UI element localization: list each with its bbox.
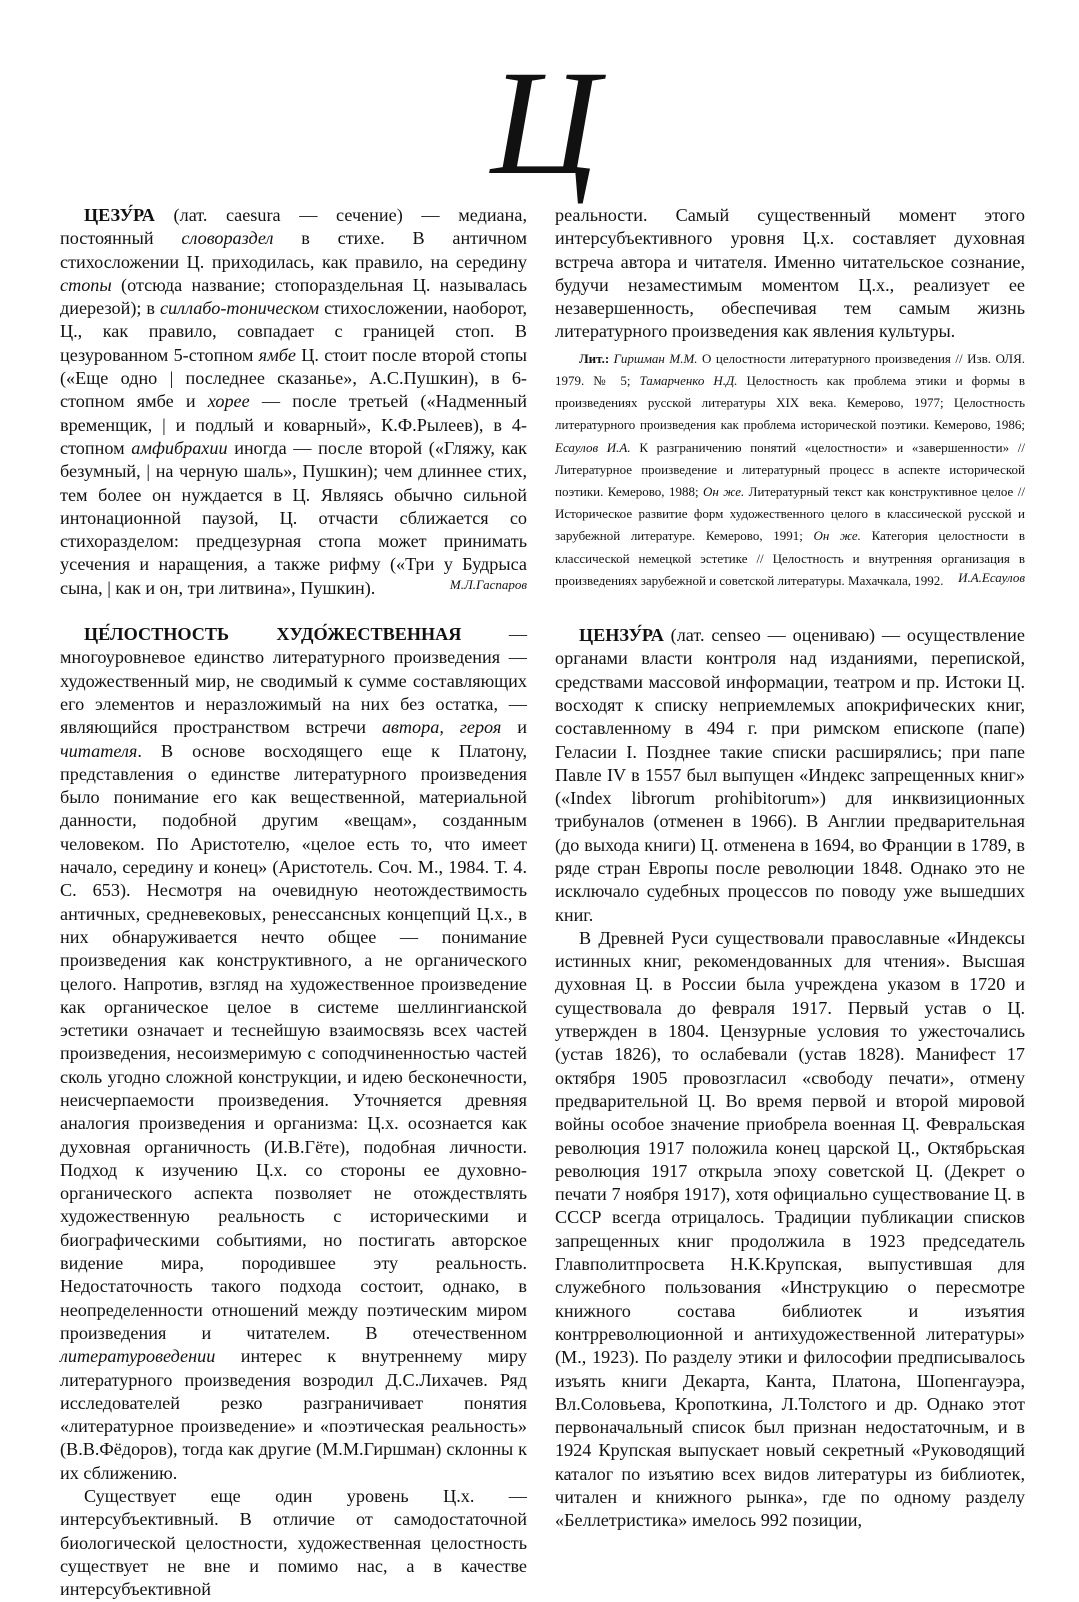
cross-ref: амфибрахии bbox=[131, 437, 228, 458]
cross-ref: силлабо-тоническом bbox=[159, 298, 320, 319]
entry-integrity: ЦЕ́ЛОСТНОСТЬ ХУДО́ЖЕСТВЕННАЯ — многоуровневое единство литературного произведения — художественный мир, не сводимый к сумме составляющих его элементов и неразложимый на них без остатка, — являющийся пространством встречи автора, героя и читателя. В основе восходящего еще к Платону, представления о единстве литературного произведения было понимание его как вещественной, материальной данности, подобной другим «вещам», созданным человеком. По Аристотелю, «целое есть то, что имеет начало, середину и конец» (Аристотель. Соч. М., 1984. Т. 4. С. 653). Несмотря на очевидную неотождествимость античных, средневековых, ренессансных концепций Ц.х., в них обнаруживается нечто общее — понимание произведения как конструктивного, а не органического целого. Напротив, взгляд на художественное произведение как органическое целое в системе шеллингианской эстетики означает и теснейшую взаимосвязь всех частей произведения, несоизмеримую с соподчиненностью частей сколь угодно сложной конструкции, и идею бесконечности, неисчерпаемости произведения. Уточняется древняя аналогия произведения и организма: Ц.х. осознается как духовная органичность (И.В.Гёте), подобная личности. Подход к изучению Ц.х. со стороны ее духовно-органического аспекта позволяет не отождествлять художественную реальность с историческими и биографическими событиями, но постигать авторское видение мира, породившее эту реальность. Недостаточность такого подхода состоит, однако, в неопределенности отношений между поэтическим миром произведения и читателем. В отечественном литературоведении интерес к внутреннему миру литературного произведения возродил Д.С.Лихачев. Ряд исследователей резко разграничивает понятия «литературное произведение» и «поэтическая реальность» (В.В.Фёдоров), тогда как другие (М.М.Гиршман) склонны к их сближению. bbox=[60, 624, 527, 1483]
headword-caesura: ЦЕЗУ́РА bbox=[84, 205, 155, 225]
left-column bbox=[60, 204, 527, 1602]
cross-ref: стопы bbox=[60, 274, 112, 295]
bibliography: Лит.: Гиршман М.М. О целостности литературного произведения // Изв. ОЛЯ. 1979. № 5; Тамарченко Н.Д. Целостность как проблема этики и формы в произведениях русской литературы XIX века. Кемерово, 1977; Целостность литературного произведения как проблема исторической поэтики. Кемерово, 1986; Есаулов И.А. К разграничению понятий «целостности» и «завершенности» // Литературное произведение и литературный процесс в аспекте исторической поэтики. Кемерово, 1988; Он же. Литературный текст как конструктивное целое // Историческое развитие форм художественного целого в классической русской и зарубежной литературе. Кемерово, 1991; Он же. Категория целостности в классической немецкой эстетике // Целостность и внутренняя организация в произведениях зарубежной и советской литературы. Махачкала, 1992. bbox=[555, 350, 1026, 588]
bibliography-label: Лит.: bbox=[579, 350, 610, 366]
cross-ref: автора, героя bbox=[381, 717, 502, 738]
paragraph: Существует еще один уровень Ц.х. — интерсубъективный. В отличие от самодостаточной биологической целостности, художественная целостность существует не вне и помимо нас, а в качестве интерсубъективной bbox=[60, 1486, 527, 1600]
entry-caesura: ЦЕЗУ́РА (лат. caesura — сечение) — медиана, постоянный словораздел в стихе. В античном стихосложении Ц. приходилась, как правило, на середину стопы (отсюда название; стопораздельная Ц. называлась диерезой); в силлабо-тоническом стихосложении, наоборот, Ц., как правило, совпадает с границей стоп. В цезурованном 5-стопном ямбе Ц. стоит после второй стопы («Еще одно | последнее сказанье», А.С.Пушкин), в 6-стопном ямбе и хорее — после третьей («Надменный временщик, | и подлый и коварный», К.Ф.Рылеев), в 4-стопном амфибрахии иногда — после второй («Гляжу, как безумный, | на черную шаль», Пушкин); чем длиннее стих, тем более он нуждается в Ц. Являясь обычно сильной интонационной паузой, Ц. отчасти сближается со стихоразделом: предцезурная стопа может принимать усечения и наращения, а также рифму («Три у Будрыса сына, | как и он, три литвина», Пушкин). bbox=[60, 205, 528, 598]
section-letter: Ц bbox=[490, 40, 600, 206]
headword-censorship: ЦЕНЗУ́РА bbox=[579, 625, 664, 646]
entry-integrity-continued: реальности. Самый существенный момент этого интерсубъективного уровня Ц.х. составляет духовная встреча автора и читателя. Именно читательское сознание, будучи незаместимым моментом Ц.х., реализует ее незавершенность, обеспечивая тем самым жизнь литературного произведения как явления культуры. bbox=[555, 205, 1025, 342]
cross-ref: литературоведении bbox=[60, 1346, 216, 1367]
headword-integrity: ЦЕ́ЛОСТНОСТЬ ХУДО́ЖЕСТВЕННАЯ bbox=[84, 624, 462, 645]
entry-censorship: ЦЕНЗУ́РА (лат. censeo — оцениваю) — осуществление органами власти контроля над изданиями, перепиской, средствами массовой информации, театром и пр. Истоки Ц. восходят к списку неприемлемых апокрифических книг, составленному в 494 г. при римском епископе (папе) Геласии I. Позднее такие списки расширялись; при папе Павле IV в 1557 был выпущен «Индекс запрещенных книг» («Index librorum prohibitorum») для инквизиционных трибуналов (отменен в 1966). В Англии предварительная (до выхода книги) Ц. отменена в 1694, во Франции в 1789, в ряде стран Европы после революции 1848. Однако это не исключало судебных процессов по поводу уже вышедших книг. bbox=[555, 625, 1025, 925]
paragraph: В Древней Руси существовали православные «Индексы истинных книг, рекомендованных для чтения». Высшая духовная Ц. в России была учреждена указом в 1720 и существовала до февраля 1917. Первый устав о Ц. утвержден в 1804. Цензурные условия то ужесточались (устав 1826), то ослабевали (устав 1828). Манифест 17 октября 1905 провозгласил «свободу печати», отмену предварительной Ц. Во время первой и второй мировой войны особое значение приобрела военная Ц. Февральская революция 1917 положила конец царской Ц., Октябрьская революция 1917 открыла эпоху советской Ц. (Декрет о печати 7 ноября 1917), хотя официально существование Ц. в СССР всегда отрицалось. Традиции публикации списков запрещенных книг продолжила в 1923 председатель Главполитпросвета Н.К.Крупская, выпустившая для служебного пользования «Инструкцию о пересмотре книжного состава библиотек и изъятия контрреволюционной и антихудожественной литературы» (М., 1923). По разделу этики и философии предписывалось изъять книги Декарта, Канта, Платона, Шопенгауэра, Вл.Соловьева, Кропоткина, Л.Толстого и др. Однако этот первоначальный список был признан недостаточным, и в 1924 Крупская выпускает новый секретный «Руководящий каталог по изъятию всех видов литературы из библиотек, читален и книжного рынка», где по одному разделу «Беллетристика» имелось 992 позиции, bbox=[555, 927, 1025, 1531]
cross-ref: читателя bbox=[60, 740, 138, 761]
cross-ref: ямбе bbox=[258, 344, 296, 365]
cross-ref: хорее bbox=[207, 391, 250, 412]
author-integrity: И.А.Есаулов bbox=[958, 570, 1025, 586]
cross-ref: словораздел bbox=[181, 228, 274, 249]
right-column bbox=[555, 204, 1025, 1533]
author-caesura: М.Л.Гаспаров bbox=[449, 577, 527, 593]
